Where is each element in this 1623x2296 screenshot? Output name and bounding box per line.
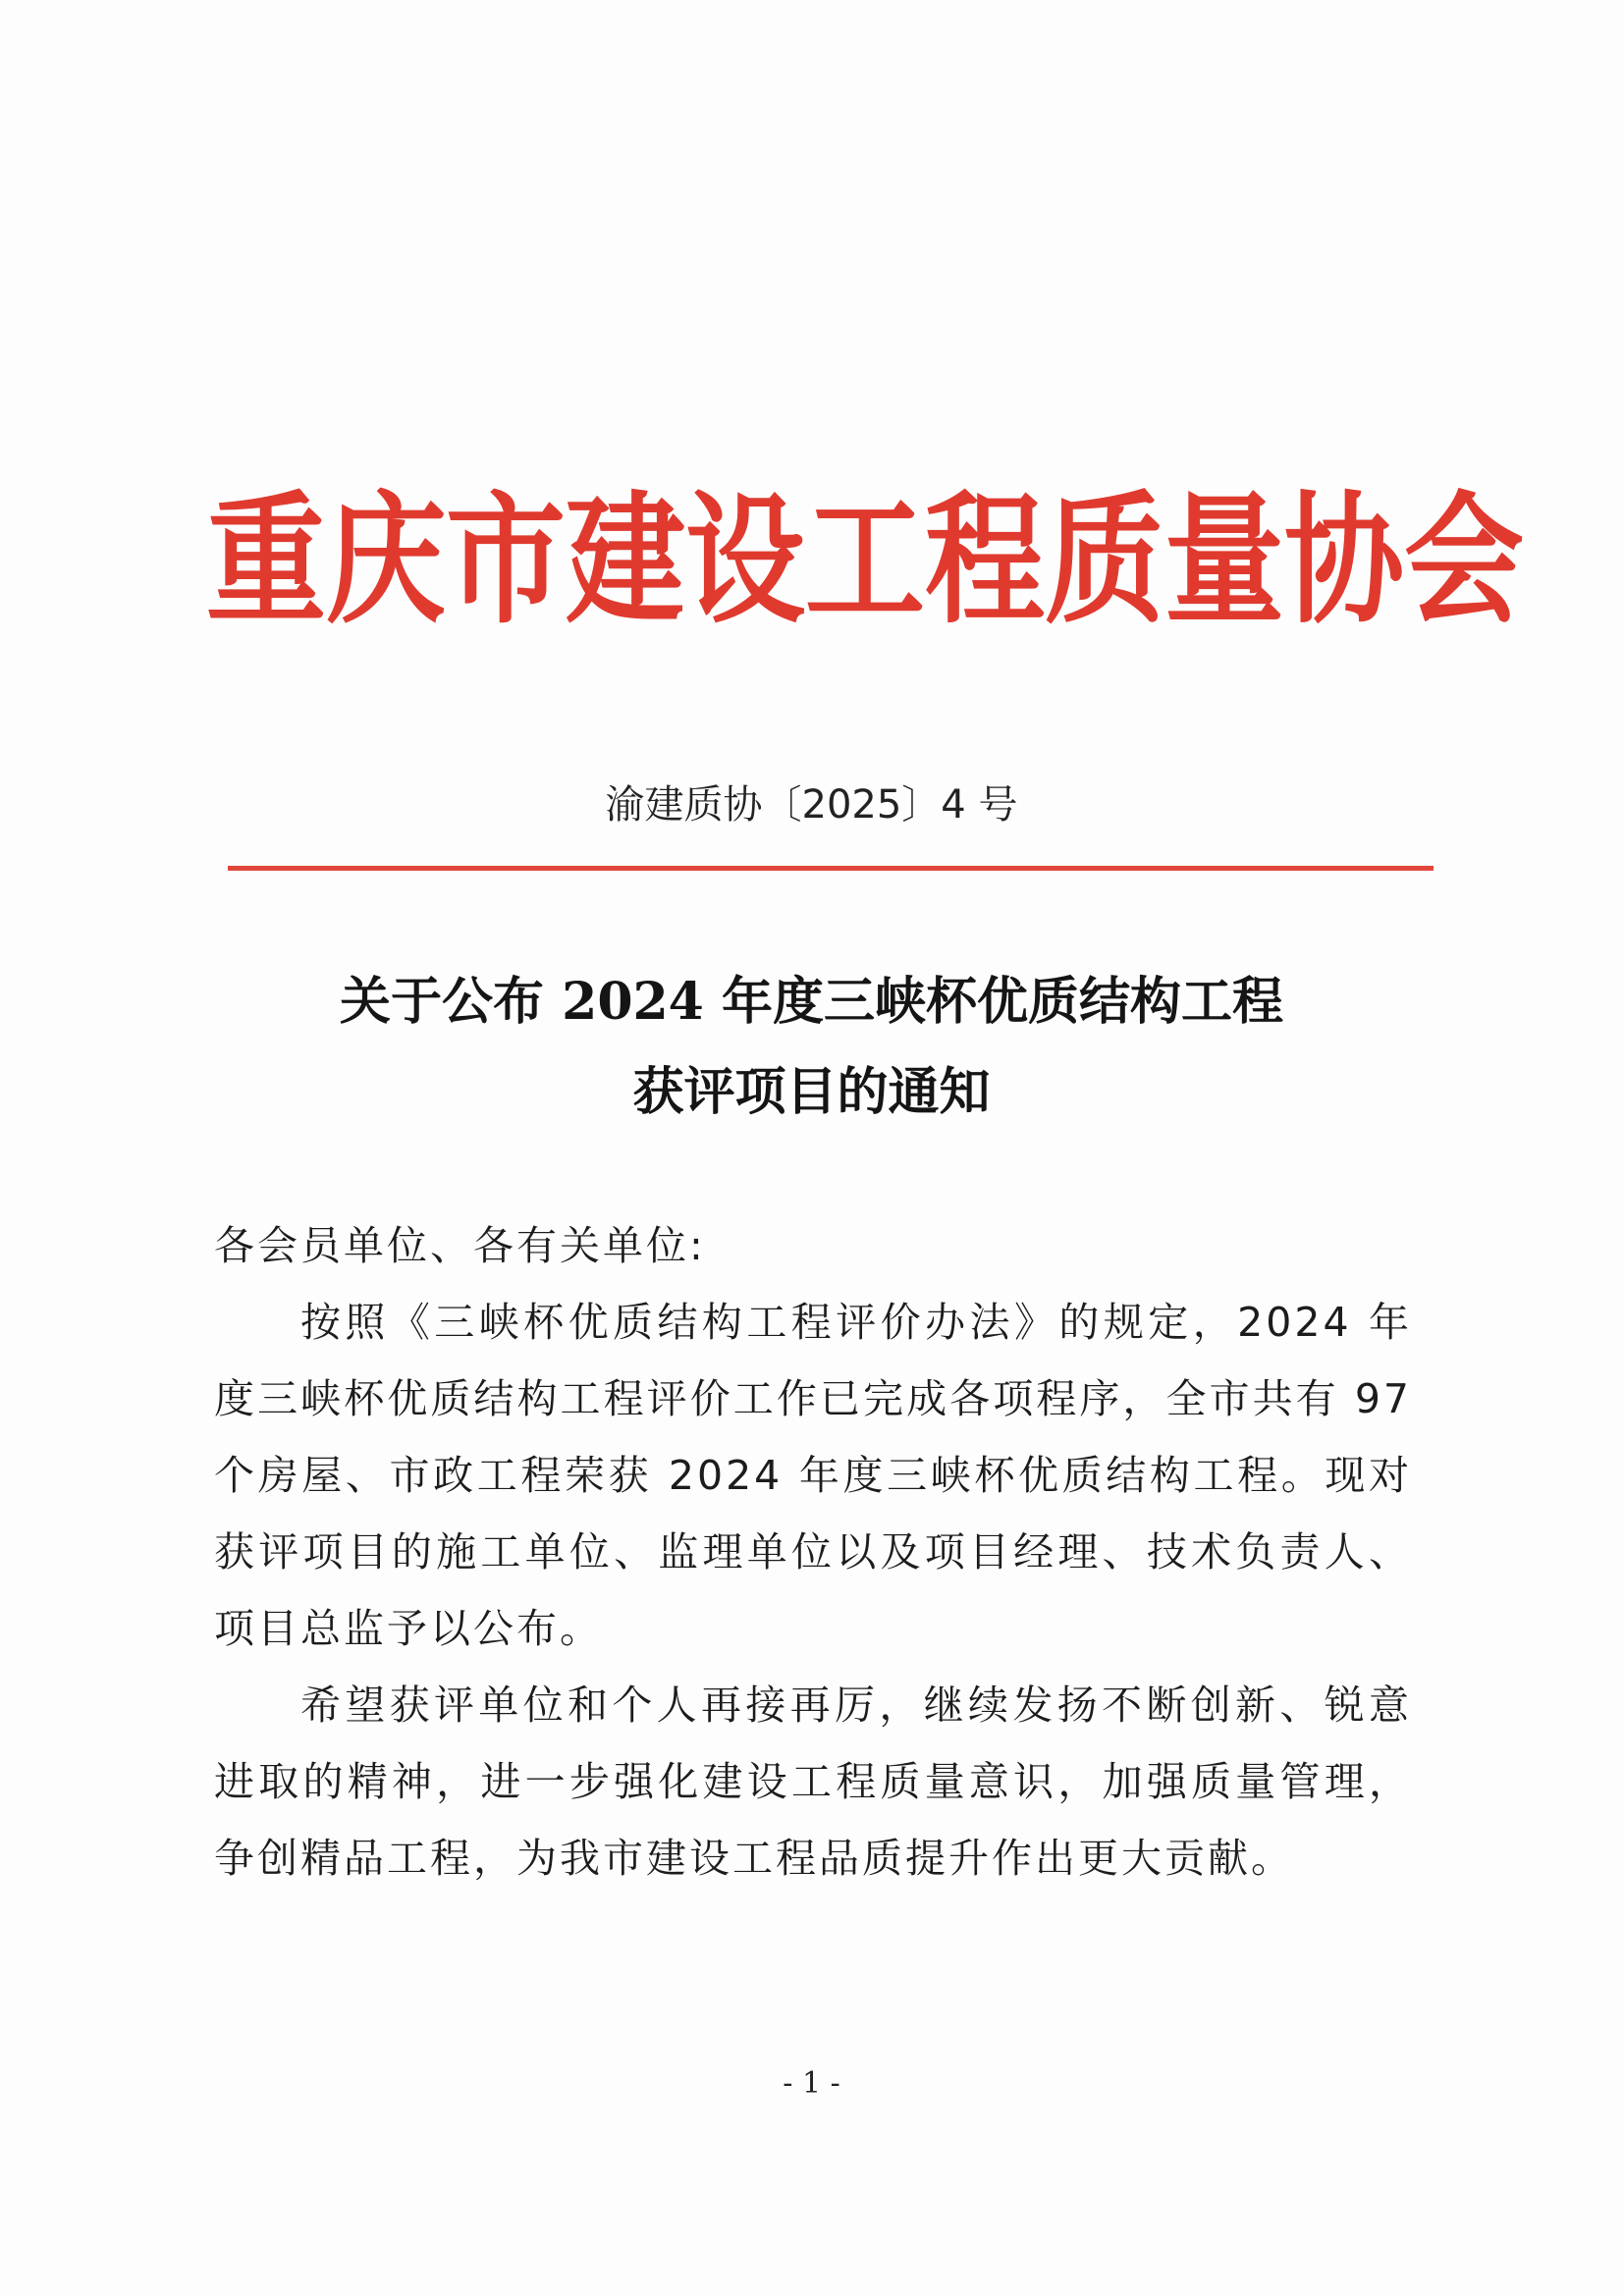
organization-header: 重庆市建设工程质量协会 — [206, 476, 1524, 643]
title-line-2: 获评项目的通知 — [632, 1062, 991, 1122]
paragraph-1: 按照《三峡杯优质结构工程评价办法》的规定，2024 年度三峡杯优质结构工程评价工作已完成各项程序，全市共有 97 个房屋、市政工程荣获 2024 年度三峡杯优质结构工程。现对获评项目的施工单位、监理单位以及项目经理、技术负责人、项目总监予以公布。 — [214, 1299, 1412, 1652]
title-line-1: 关于公布 2024 年度三峡杯优质结构工程 — [340, 972, 1283, 1032]
page-number: - 1 - — [783, 2066, 840, 2101]
salutation: 各会员单位、各有关单位: — [214, 1222, 706, 1269]
red-divider-line — [228, 866, 1434, 871]
notice-title — [0, 957, 1623, 1138]
notice-body — [214, 1207, 1412, 1896]
document-number: 渝建质协〔2025〕4 号 — [605, 782, 1018, 828]
paragraph-2: 希望获评单位和个人再接再厉，继续发扬不断创新、锐意进取的精神，进一步强化建设工程质量意识，加强质量管理，争创精品工程，为我市建设工程品质提升作出更大贡献。 — [214, 1682, 1412, 1882]
